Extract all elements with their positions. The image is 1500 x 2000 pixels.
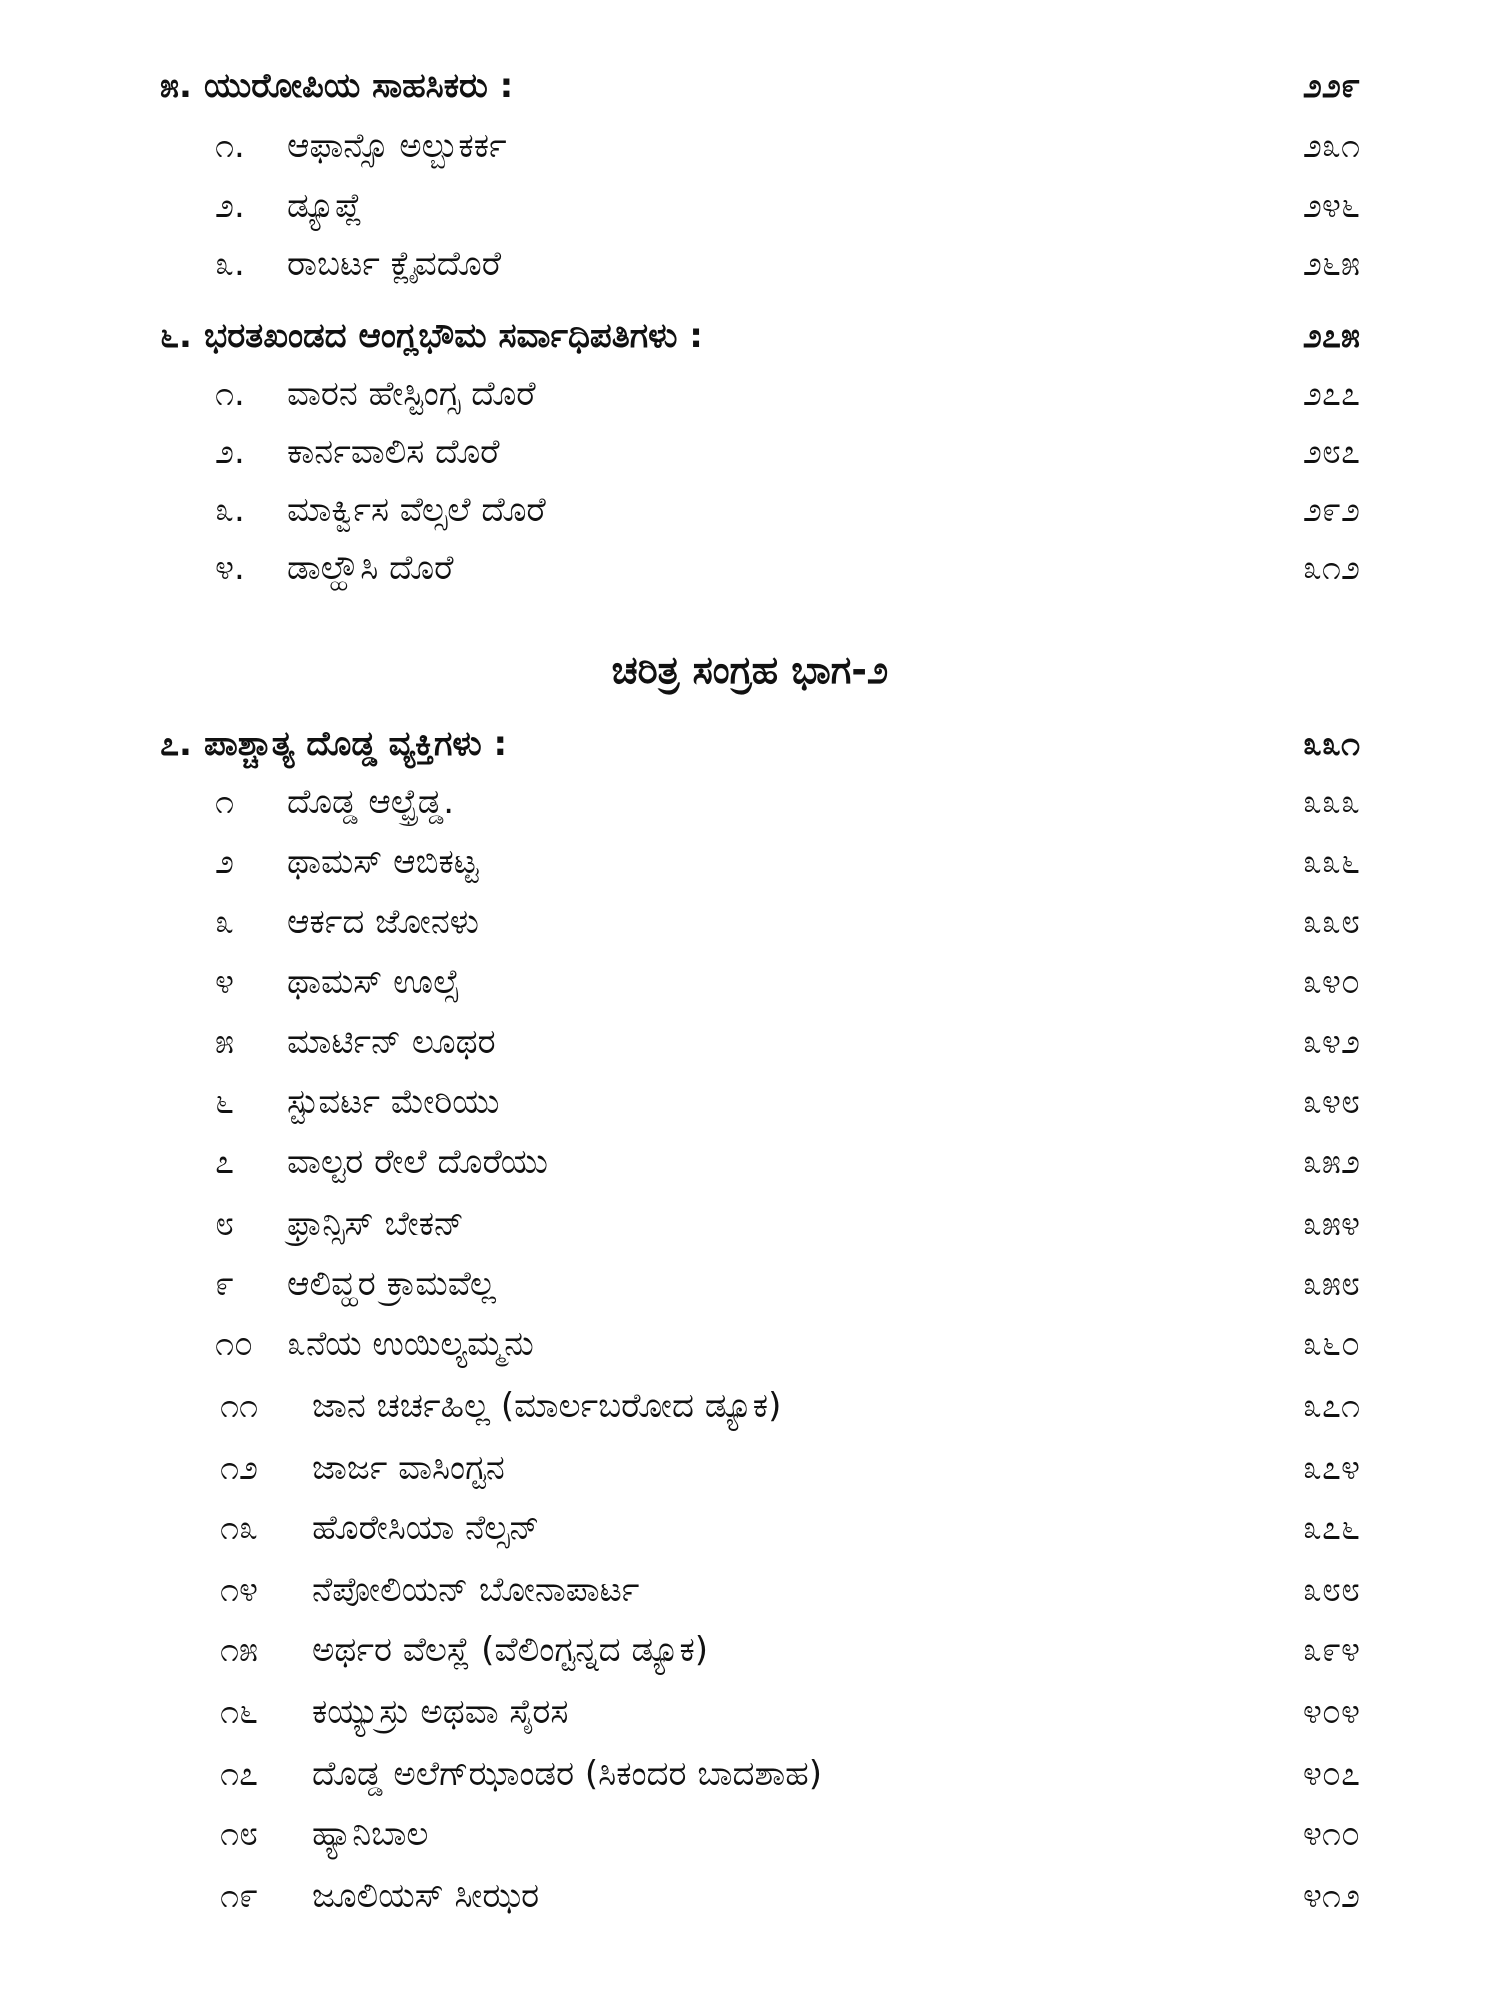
page-number: ೨೮೭ (1302, 432, 1360, 472)
page-number: ೩೩೬ (1302, 842, 1360, 882)
entry-title: ಅರ್ಥರ ವೆಲಸ್ಲೆ (ವೆಲಿಂಗ್ಟನ್ನದ ಡ್ಯೂಕ) (312, 1630, 709, 1670)
page-number: ೩೪೨ (1302, 1022, 1360, 1062)
toc-entry (215, 366, 1360, 422)
page-number: ೨೪೬ (1302, 186, 1360, 226)
section-title: ಪಾಶ್ಚಾತ್ಯ ದೊಡ್ಡ ವ್ಯಕ್ತಿಗಳು : (203, 724, 508, 764)
page-number: ೩೫೮ (1302, 1264, 1360, 1304)
part-heading: ಚರಿತ್ರ ಸಂಗ್ರಹ ಭಾಗ-೨ (611, 648, 889, 692)
entry-title: ಆಲಿವ್ಹರ ಕ್ರಾಮವೆಲ್ಲ (287, 1264, 496, 1304)
toc-entry (215, 1014, 1360, 1070)
page-number: ೩೪೦ (1302, 962, 1360, 1002)
toc-entry (220, 1440, 1360, 1496)
page-number: ೪೦೪ (1302, 1692, 1360, 1732)
entry-number: ೬ (215, 1082, 235, 1122)
entry-title: ಆಫಾನ್ಸೊ ಅಲ್ಬುಕರ್ಕ (287, 126, 507, 166)
entry-title: ಕಾರ್ನವಾಲಿಸ ದೊರೆ (287, 432, 500, 472)
page-number: ೩೪೮ (1302, 1082, 1360, 1122)
page-number: ೨೭೭ (1302, 374, 1360, 414)
toc-entry (215, 1256, 1360, 1312)
entry-title: ಥಾಮಸ್ ಆಬಿಕಟ್ಟ (287, 842, 479, 882)
entry-number: ೩. (215, 490, 245, 530)
entry-title: ಆರ್ಕದ ಜೋನಳು (287, 902, 479, 942)
entry-title: ಡಾಲ್ಹೌಸಿ ದೊರೆ (287, 548, 454, 588)
entry-title: ರಾಬರ್ಟ ಕ್ಲೈವದೊರೆ (287, 244, 502, 284)
entry-number: ೧. (215, 374, 245, 414)
entry-number: ೫ (215, 1022, 235, 1062)
entry-number: ೧೮ (220, 1814, 259, 1854)
entry-title: ಮಾರ್ಟಿನ್ ಲೂಥರ (287, 1022, 496, 1062)
entry-number: ೨. (215, 432, 245, 472)
toc-entry (220, 1562, 1360, 1618)
entry-title: ದೊಡ್ಡ ಅಲೆಗ್‌ಝಾಂಡರ (ಸಿಕಂದರ ಬಾದಶಾಹ) (312, 1754, 822, 1794)
page-number: ೩೫೪ (1302, 1204, 1360, 1244)
page-number: ೩೬೦ (1302, 1324, 1360, 1364)
entry-number: ೨ (215, 842, 235, 882)
toc-entry (220, 1378, 1360, 1434)
entry-title: ಜಾರ್ಜ ವಾಸಿಂಗ್ಟನ (312, 1448, 505, 1488)
toc-entry (215, 118, 1360, 174)
entry-number: ೧೦ (215, 1324, 254, 1364)
toc-section (160, 716, 1360, 772)
toc-entry (215, 424, 1360, 480)
page-number: ೩೯೪ (1302, 1630, 1360, 1670)
entry-number: ೯ (215, 1264, 235, 1304)
page-number: ೪೧೨ (1302, 1876, 1360, 1916)
section-number: ೫. (160, 66, 192, 106)
entry-title: ವಾರನ ಹೇಸ್ಟಿಂಗ್ಸ ದೊರೆ (287, 374, 536, 414)
page-number: ೩೭೧ (1302, 1386, 1360, 1426)
entry-number: ೧೪ (220, 1570, 259, 1610)
entry-title: ಡ್ಯೂಪ್ಲೆ (287, 186, 363, 226)
toc-entry (215, 954, 1360, 1010)
toc-entry (215, 894, 1360, 950)
entry-number: ೭ (215, 1142, 235, 1182)
entry-title: ಥಾಮಸ್ ಊಲ್ಸೆ (287, 962, 460, 1002)
entry-number: ೧೨ (220, 1448, 259, 1488)
toc-entry (215, 540, 1360, 596)
page-number: ೩೩೧ (1302, 724, 1360, 764)
entry-title: ಸ್ಟುವರ್ಟ ಮೇರಿಯು (287, 1082, 500, 1122)
page-number: ೨೯೨ (1302, 490, 1360, 530)
page-number: ೨೭೫ (1302, 316, 1360, 356)
entry-number: ೧೯ (220, 1876, 259, 1916)
entry-title: ನೆಪೋಲಿಯನ್ ಬೋನಾಪಾರ್ಟ (312, 1570, 640, 1610)
page-number: ೩೭೬ (1302, 1508, 1360, 1548)
toc-entry (215, 236, 1360, 292)
toc-entry (220, 1806, 1360, 1862)
entry-number: ೧. (215, 126, 245, 166)
toc-entry (215, 834, 1360, 890)
entry-title: ಫ್ರಾನ್ಸಿಸ್ ಬೇಕನ್ (287, 1204, 464, 1244)
entry-number: ೧೭ (220, 1754, 259, 1794)
page-number: ೨೩೧ (1302, 126, 1360, 166)
toc-entry (220, 1746, 1360, 1802)
toc-section (160, 308, 1360, 364)
entry-number: ೩. (215, 244, 245, 284)
toc-entry (215, 482, 1360, 538)
entry-title: ಮಾರ್ಕ್ವಿಸ ವೆಲ್ಸಲೆ ದೊರೆ (287, 490, 546, 530)
toc-entry (215, 1134, 1360, 1190)
entry-title: ಹ್ಯಾನಿಬಾಲ (312, 1814, 429, 1854)
page-number: ೩೩೮ (1302, 902, 1360, 942)
entry-title: ಜೂಲಿಯಸ್ ಸೀಝರ (312, 1876, 540, 1916)
section-title: ಯುರೋಪಿಯ ಸಾಹಸಿಕರು : (203, 66, 514, 106)
entry-title: ಹೊರೇಸಿಯಾ ನೆಲ್ಸನ್ (312, 1508, 540, 1548)
entry-number: ೨. (215, 186, 245, 226)
entry-number: ೧ (215, 782, 235, 822)
entry-number: ೪. (215, 548, 245, 588)
entry-title: ಜಾನ ಚರ್ಚಹಿಲ್ಲ (ಮಾರ್ಲಬರೋದ ಡ್ಯೂಕ) (312, 1386, 782, 1426)
entry-number: ೧೧ (220, 1386, 259, 1426)
page-number: ೩೫೨ (1302, 1142, 1360, 1182)
page-number: ೩೩೩ (1302, 782, 1360, 822)
page-number: ೪೧೦ (1302, 1814, 1360, 1854)
toc-entry (220, 1622, 1360, 1678)
section-title: ಭರತಖಂಡದ ಆಂಗ್ಲಭೌಮ ಸರ್ವಾಧಿಪತಿಗಳು : (203, 316, 703, 356)
toc-entry (220, 1868, 1360, 1924)
entry-title: ವಾಲ್ಟರ ರೇಲೆ ದೊರೆಯು (287, 1142, 548, 1182)
page-number: ೪೦೭ (1302, 1754, 1360, 1794)
page-number: ೩೮೮ (1302, 1570, 1360, 1610)
entry-number: ೩ (215, 902, 235, 942)
page-number: ೨೨೯ (1302, 66, 1360, 106)
section-number: ೬. (160, 316, 192, 356)
section-number: ೭. (160, 724, 192, 764)
toc-entry (215, 1316, 1360, 1372)
toc-entry (215, 1074, 1360, 1130)
toc-entry (215, 1196, 1360, 1252)
entry-title: ಕಯ್ಯುಸ್ರು ಅಥವಾ ಸೈರಸ (312, 1692, 569, 1732)
toc-entry (220, 1500, 1360, 1556)
entry-title: ದೊಡ್ಡ ಆಲ್ಫ್ರೆಡ್ಡ. (287, 782, 455, 822)
entry-title: ೩ನೆಯ ಉಯಿಲ್ಯಮ್ಮನು (287, 1324, 534, 1364)
toc-entry (215, 774, 1360, 830)
page-number: ೩೧೨ (1302, 548, 1360, 588)
page-number: ೩೭೪ (1302, 1448, 1360, 1488)
entry-number: ೧೬ (220, 1692, 259, 1732)
entry-number: ೪ (215, 962, 235, 1002)
entry-number: ೧೫ (220, 1630, 259, 1670)
entry-number: ೧೩ (220, 1508, 259, 1548)
page-number: ೨೬೫ (1302, 244, 1360, 284)
toc-section (160, 58, 1360, 114)
entry-number: ೮ (215, 1204, 235, 1244)
toc-entry (215, 178, 1360, 234)
toc-entry (220, 1684, 1360, 1740)
